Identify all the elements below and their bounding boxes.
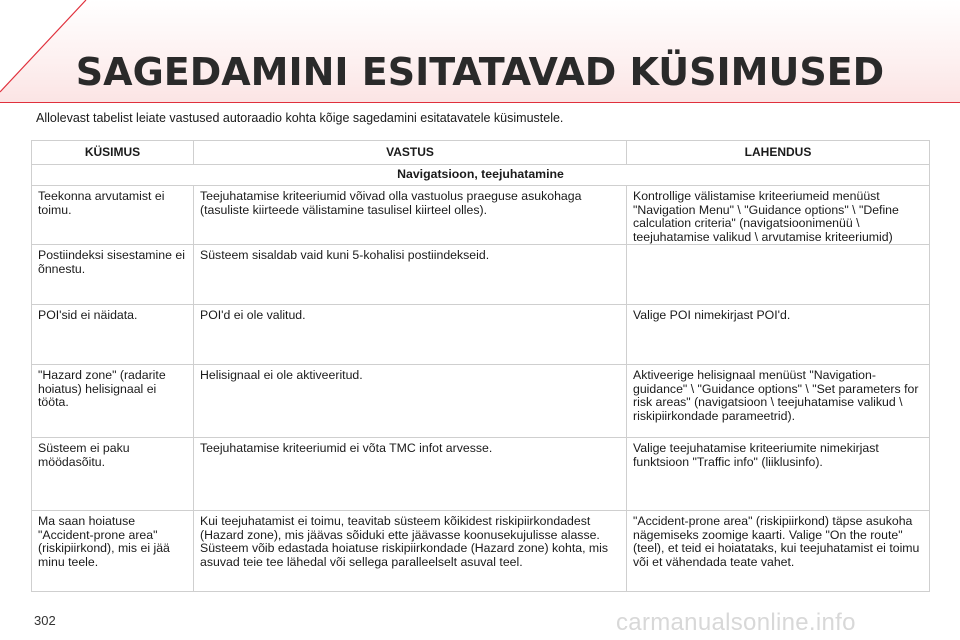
table-row <box>32 186 930 245</box>
cell-solution: "Accident-prone area" (riskipiirkond) täpse asukoha nägemiseks zoomige kaarti. Valige "On the route" (teel), et teid ei hoiatataks, kui teejuhatamist ei toimu või et vähendada teate vahet. <box>627 511 930 592</box>
table-row <box>32 511 930 592</box>
cell-answer: Teejuhatamise kriteeriumid võivad olla vastuolus praeguse asukohaga (tasuliste kiirteede välistamine tasulisel kiirteel olles). <box>194 186 627 245</box>
intro-text: Allolevast tabelist leiate vastused autoraadio kohta kõige sagedamini esitatavatele küsimustele. <box>36 111 564 125</box>
cell-answer: Kui teejuhatamist ei toimu, teavitab süsteem kõikidest riskipiirkondadest (Hazard zone), mis jäävas sõiduki ette jäävasse koonusekujulisse alasse. Süsteem võib edastada hoiatuse riskipiirkondade (Hazard zone) kohta, mis asuvad teie tee lähedal või sellega paralleelselt asuval teel. <box>194 511 627 592</box>
watermark: carmanualsonline.info <box>616 609 856 636</box>
cell-solution <box>627 245 930 305</box>
cell-solution: Aktiveerige helisignaal menüüst "Navigation-guidance" \ "Guidance options" \ "Set parameters for risk areas" (navigatsioon \ teejuhatamise valikud \ riskipiirkondade parameetrid). <box>627 365 930 438</box>
cell-question: "Hazard zone" (radarite hoiatus) helisignaal ei tööta. <box>32 365 194 438</box>
header-question: KÜSIMUS <box>32 141 194 165</box>
section-row <box>32 165 930 186</box>
cell-question: Teekonna arvutamist ei toimu. <box>32 186 194 245</box>
cell-answer: Helisignaal ei ole aktiveeritud. <box>194 365 627 438</box>
header-answer: VASTUS <box>194 141 627 165</box>
table-row <box>32 438 930 511</box>
cell-solution: Valige POI nimekirjast POI'd. <box>627 305 930 365</box>
page-title: SAGEDAMINI ESITATAVAD KÜSIMUSED <box>75 50 885 94</box>
cell-solution: Valige teejuhatamise kriteeriumite nimekirjast funktsioon "Traffic info" (liiklusinfo). <box>627 438 930 511</box>
table-row <box>32 245 930 305</box>
cell-question: Süsteem ei paku möödasõitu. <box>32 438 194 511</box>
table-header-row <box>32 141 930 165</box>
cell-answer: Teejuhatamise kriteeriumid ei võta TMC infot arvesse. <box>194 438 627 511</box>
cell-question: Ma saan hoiatuse "Accident-prone area" (riskipiirkond), mis ei jää minu teele. <box>32 511 194 592</box>
section-title: Navigatsioon, teejuhatamine <box>32 165 930 186</box>
cell-answer: POI'd ei ole valitud. <box>194 305 627 365</box>
cell-answer: Süsteem sisaldab vaid kuni 5-kohalisi postiindekseid. <box>194 245 627 305</box>
faq-table <box>31 140 930 592</box>
page-number: 302 <box>34 613 56 628</box>
cell-question: Postiindeksi sisestamine ei õnnestu. <box>32 245 194 305</box>
cell-solution: Kontrollige välistamise kriteeriumeid menüüst "Navigation Menu" \ "Guidance options" \ "Define calculation criteria" (navigatsioonimenüü \ teejuhatamise valikud \ arvutamise kriteeriumid) <box>627 186 930 245</box>
table-row <box>32 365 930 438</box>
cell-question: POI'sid ei näidata. <box>32 305 194 365</box>
table-row <box>32 305 930 365</box>
header-solution: LAHENDUS <box>627 141 930 165</box>
